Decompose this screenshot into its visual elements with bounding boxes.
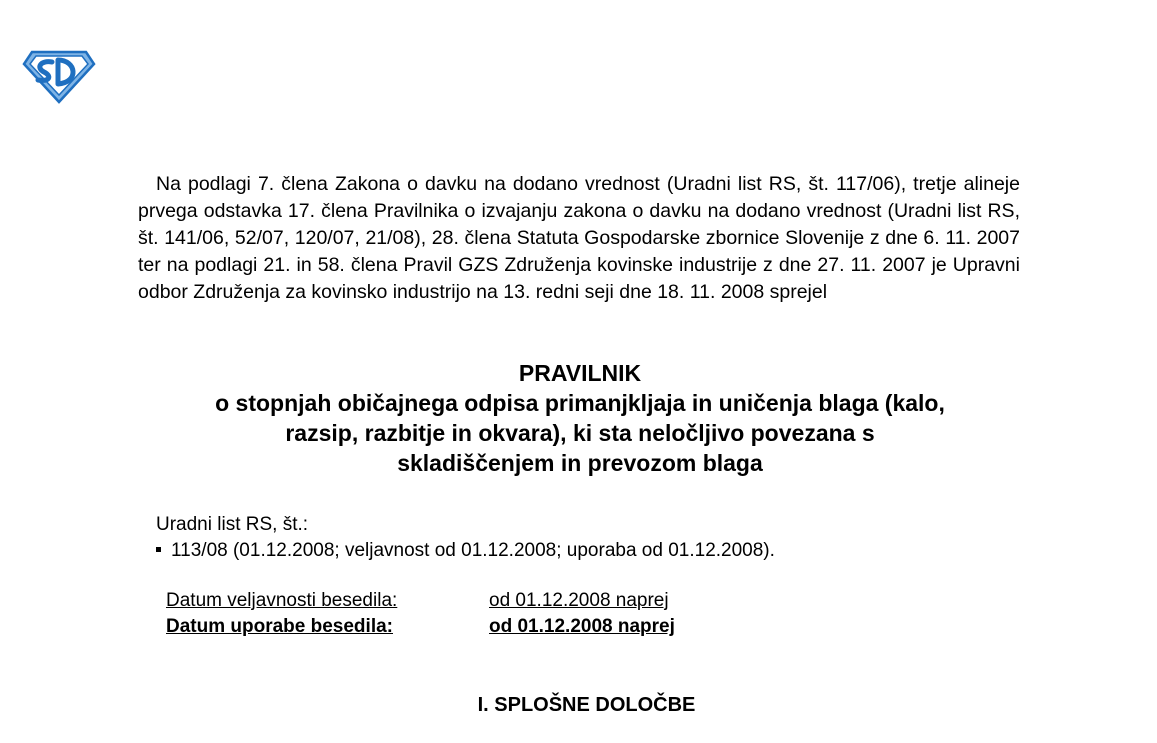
title-line-2: razsip, razbitje in okvara), ki sta neločljivo povezana s [285, 420, 875, 446]
square-bullet-icon [156, 547, 161, 552]
gazette-entry: 113/08 (01.12.2008; veljavnost od 01.12.2008; uporaba od 01.12.2008). [171, 540, 775, 561]
usage-label: Datum uporabe besedila: [166, 616, 393, 637]
title-line-3: skladiščenjem in prevozom blaga [397, 450, 763, 476]
validity-row [166, 588, 675, 614]
intro-paragraph: Na podlagi 7. člena Zakona o davku na dodano vrednost (Uradni list RS, št. 117/06), tretje alineje prvega odstavka 17. člena Pravilnika o izvajanju zakona o davku na dodano vrednost (Uradni list RS, št. 141/06, 52/07, 120/07, 21/08), 28. člena Statuta Gospodarske zbornice Slovenije z dne 6. 11. 2007 ter na podlagi 21. in 58. člena Pravil GZS Združenja kovinske industrije z dne 27. 11. 2007 je Upravni odbor Združenja za kovinsko industrijo na 13. redni seji dne 18. 11. 2008 sprejel [138, 173, 1020, 303]
title-main: PRAVILNIK [518, 360, 642, 386]
sd-logo [22, 48, 96, 104]
usage-row [166, 614, 675, 640]
text-dates [166, 588, 675, 640]
gazette-reference [156, 512, 775, 564]
validity-value: od 01.12.2008 naprej [489, 590, 669, 611]
section-heading: I. SPLOŠNE DOLOČBE [477, 694, 696, 716]
gazette-label: Uradni list RS, št.: [156, 514, 309, 535]
title-line-1: o stopnjah običajnega odpisa primanjkljaja in uničenja blaga (kalo, [215, 390, 945, 416]
usage-value: od 01.12.2008 naprej [489, 616, 675, 637]
regulation-title [100, 358, 1060, 478]
gazette-entry-row [156, 538, 775, 564]
validity-label: Datum veljavnosti besedila: [166, 590, 398, 611]
